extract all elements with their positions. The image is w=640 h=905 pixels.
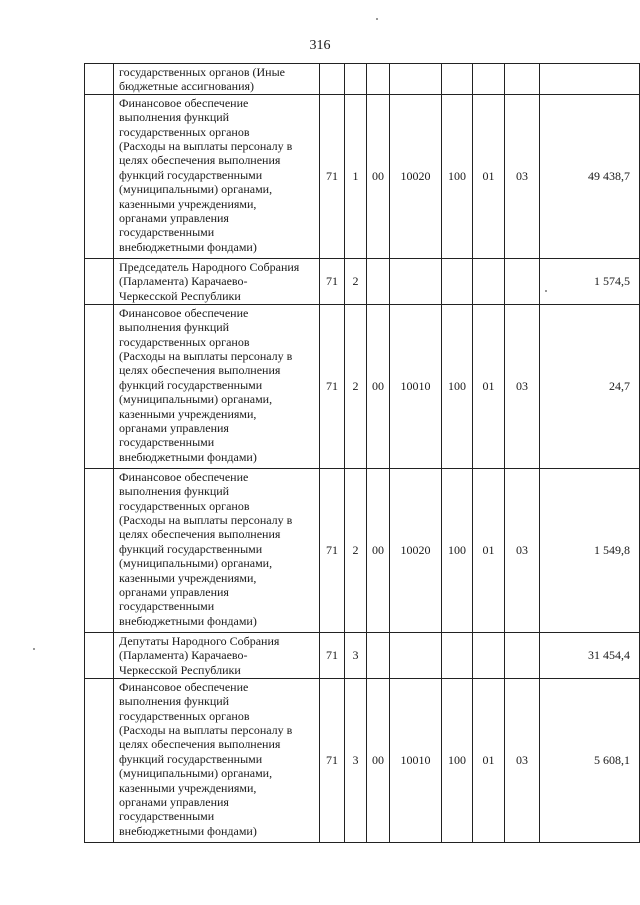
code-cell (320, 64, 345, 95)
code-cell (505, 632, 540, 678)
amount-cell: 49 438,7 (540, 94, 640, 258)
indent-cell (85, 258, 114, 304)
page-number: 316 (309, 38, 331, 53)
table-row (85, 64, 640, 95)
row-name: Финансовое обеспечение выполнения функций государственных органов (Расходы на выплаты персоналу в целях обеспечения выполнения функций государственными (муниципальными) органами, казенными учреждениями, органами управления государственными внебюджетными фондами) (114, 678, 320, 842)
scan-speck (376, 18, 378, 20)
amount-cell: 1 574,5 (540, 258, 640, 304)
code-cell: 00 (367, 678, 390, 842)
row-name: Финансовое обеспечение выполнения функций государственных органов (Расходы на выплаты персоналу в целях обеспечения выполнения функций государственными (муниципальными) органами, казенными учреждениями, органами управления государственными внебюджетными фондами) (114, 94, 320, 258)
code-cell: 2 (345, 304, 367, 468)
code-cell (390, 632, 442, 678)
amount-cell: 24,7 (540, 304, 640, 468)
row-name: Депутаты Народного Собрания (Парламента) Карачаево- Черкесской Республики (114, 632, 320, 678)
code-cell (473, 64, 505, 95)
table-row (85, 94, 640, 258)
table-row (85, 678, 640, 842)
code-cell: 03 (505, 468, 540, 632)
table-row (85, 632, 640, 678)
table-row (85, 258, 640, 304)
code-cell (390, 258, 442, 304)
indent-cell (85, 468, 114, 632)
code-cell (367, 632, 390, 678)
code-cell: 71 (320, 678, 345, 842)
code-cell (505, 258, 540, 304)
code-cell (473, 258, 505, 304)
row-name: Финансовое обеспечение выполнения функций государственных органов (Расходы на выплаты персоналу в целях обеспечения выполнения функций государственными (муниципальными) органами, казенными учреждениями, органами управления государственными внебюджетными фондами) (114, 304, 320, 468)
amount-cell: 5 608,1 (540, 678, 640, 842)
code-cell (345, 64, 367, 95)
code-cell (473, 632, 505, 678)
table-row (85, 304, 640, 468)
budget-table (84, 63, 640, 843)
scan-speck (33, 648, 35, 650)
code-cell: 1 (345, 94, 367, 258)
code-cell: 01 (473, 678, 505, 842)
code-cell (367, 258, 390, 304)
code-cell: 03 (505, 94, 540, 258)
amount-cell: 1 549,8 (540, 468, 640, 632)
code-cell: 71 (320, 304, 345, 468)
code-cell: 10010 (390, 304, 442, 468)
code-cell: 00 (367, 94, 390, 258)
indent-cell (85, 64, 114, 95)
code-cell: 71 (320, 468, 345, 632)
code-cell (367, 64, 390, 95)
code-cell: 100 (442, 304, 473, 468)
code-cell: 100 (442, 94, 473, 258)
code-cell (442, 64, 473, 95)
code-cell: 71 (320, 258, 345, 304)
scan-speck (545, 290, 547, 292)
indent-cell (85, 94, 114, 258)
indent-cell (85, 632, 114, 678)
code-cell: 10010 (390, 678, 442, 842)
code-cell: 2 (345, 258, 367, 304)
code-cell: 10020 (390, 94, 442, 258)
code-cell: 00 (367, 468, 390, 632)
code-cell: 01 (473, 468, 505, 632)
code-cell: 100 (442, 678, 473, 842)
amount-cell (540, 64, 640, 95)
row-name: государственных органов (Иные бюджетные ассигнования) (114, 64, 320, 95)
table-row (85, 468, 640, 632)
code-cell: 10020 (390, 468, 442, 632)
indent-cell (85, 678, 114, 842)
row-name: Председатель Народного Собрания (Парламента) Карачаево- Черкесской Республики (114, 258, 320, 304)
code-cell: 01 (473, 304, 505, 468)
code-cell: 3 (345, 678, 367, 842)
code-cell (442, 258, 473, 304)
code-cell: 71 (320, 94, 345, 258)
code-cell: 03 (505, 678, 540, 842)
code-cell (442, 632, 473, 678)
code-cell: 3 (345, 632, 367, 678)
code-cell: 01 (473, 94, 505, 258)
code-cell: 100 (442, 468, 473, 632)
code-cell (390, 64, 442, 95)
row-name: Финансовое обеспечение выполнения функций государственных органов (Расходы на выплаты персоналу в целях обеспечения выполнения функций государственными (муниципальными) органами, казенными учреждениями, органами управления государственными внебюджетными фондами) (114, 468, 320, 632)
amount-cell: 31 454,4 (540, 632, 640, 678)
indent-cell (85, 304, 114, 468)
code-cell (505, 64, 540, 95)
code-cell: 71 (320, 632, 345, 678)
code-cell: 03 (505, 304, 540, 468)
code-cell: 2 (345, 468, 367, 632)
code-cell: 00 (367, 304, 390, 468)
